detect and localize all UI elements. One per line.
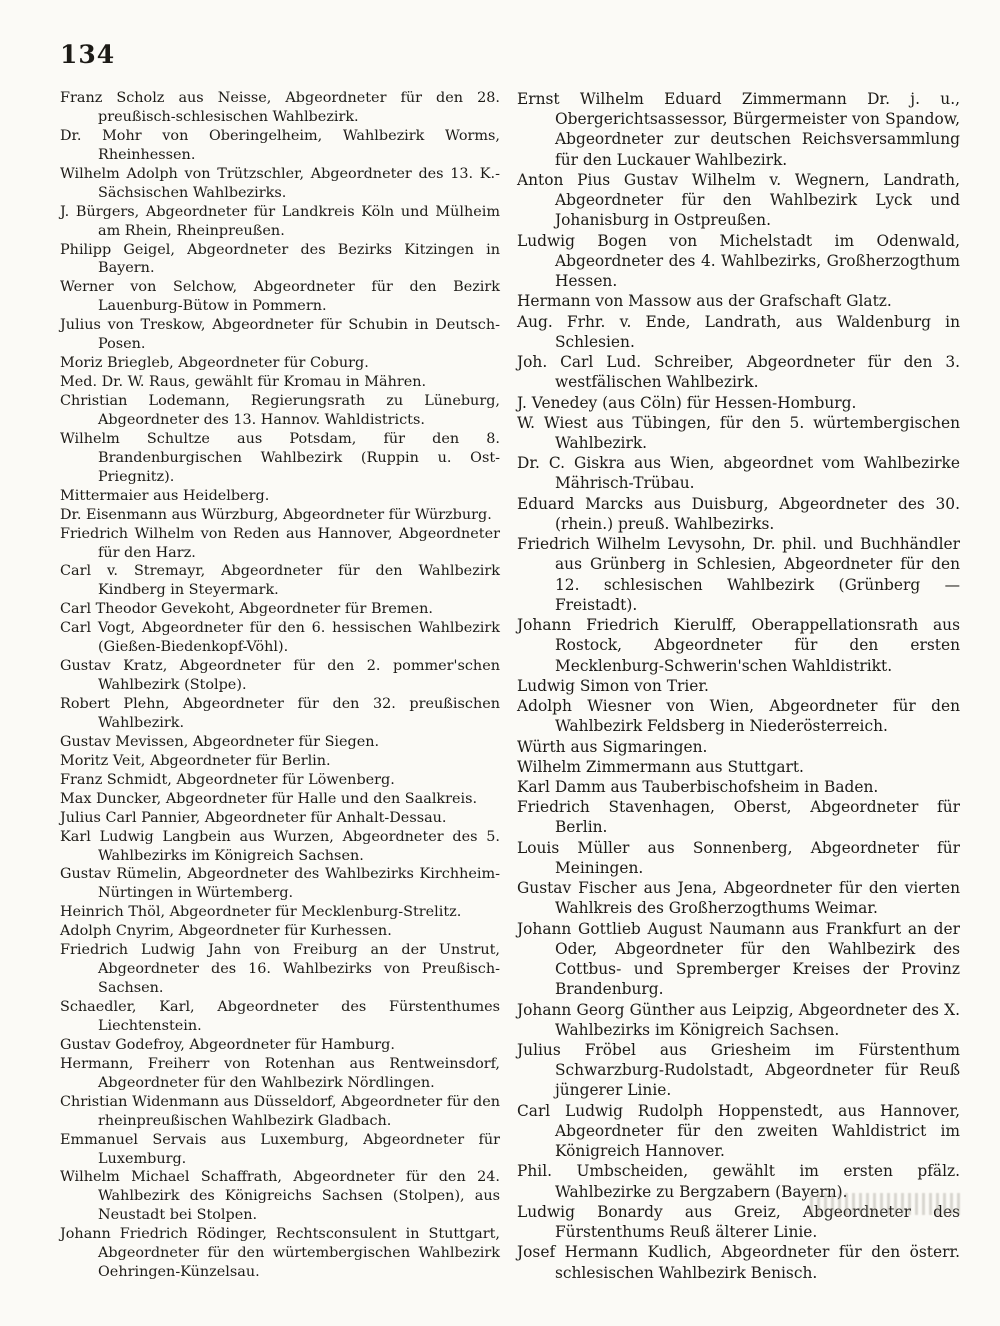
- left-column: [60, 89, 500, 1282]
- right-column: [517, 89, 960, 1283]
- deputy-entry: Heinrich Thöl, Abgeordneter für Mecklenburg-Strelitz.: [60, 904, 462, 921]
- deputy-entry: Franz Scholz aus Neisse, Abgeordneter für den 28. preußisch-schlesischen Wahlbezirk.: [60, 90, 500, 125]
- deputy-entry: Johann Gottlieb August Naumann aus Frankfurt an der Oder, Abgeordneter für den Wahlbezirk des Cottbus- und Spremberger Kreises der Provinz Brandenburg.: [517, 919, 960, 999]
- deputy-entry: Dr. Mohr von Oberingelheim, Wahlbezirk Worms, Rheinhessen.: [60, 127, 500, 163]
- deputy-entry: Christian Lodemann, Regierungsrath zu Lüneburg, Abgeordneter des 13. Hannov. Wahldistricts.: [60, 393, 500, 428]
- deputy-entry: Dr. Eisenmann aus Würzburg, Abgeordneter für Würzburg.: [60, 506, 492, 523]
- deputy-entry: Karl Damm aus Tauberbischofsheim in Baden.: [517, 777, 879, 796]
- deputy-entry: Johann Friedrich Kierulff, Oberappellationsrath aus Rostock, Abgeordneter für den ersten Mecklenburg-Schwerin'schen Wahldistrikt.: [517, 616, 960, 675]
- deputy-entry: Dr. C. Giskra aus Wien, abgeordnet vom Wahlbezirke Mährisch-Trübau.: [517, 454, 960, 493]
- deputy-entry: Robert Plehn, Abgeordneter für den 32. preußischen Wahlbezirk.: [60, 696, 500, 731]
- deputy-entry: Franz Schmidt, Abgeordneter für Löwenberg.: [60, 771, 395, 788]
- deputy-entry: Louis Müller aus Sonnenberg, Abgeordneter für Meiningen.: [517, 838, 960, 877]
- deputy-entry: Wilhelm Adolph von Trützschler, Abgeordneter des 13. K.-Sächsischen Wahlbezirks.: [60, 165, 500, 201]
- deputy-entry: Ernst Wilhelm Eduard Zimmermann Dr. j. u., Obergerichtsassessor, Bürgermeister von Spandow, Abgeordneter zur deutschen Reichsversammlung für den Luckauer Wahlbezirk.: [517, 90, 960, 169]
- deputy-entry: Mittermaier aus Heidelberg.: [60, 487, 270, 504]
- deputy-entry: Adolph Cnyrim, Abgeordneter für Kurhessen.: [60, 923, 392, 940]
- deputy-entry: Anton Pius Gustav Wilhelm v. Wegnern, Landrath, Abgeordneter für den Wahlbezirk Lyck und Johanisburg in Ostpreußen.: [517, 170, 960, 230]
- deputy-entry: Schaedler, Karl, Abgeordneter des Fürstenthumes Liechtenstein.: [60, 999, 500, 1034]
- deputy-entry: Julius von Treskow, Abgeordneter für Schubin in Deutsch-Posen.: [60, 317, 500, 353]
- deputy-entry: Hermann, Freiherr von Rotenhan aus Rentweinsdorf, Abgeordneter für den Wahlbezirk Nördlingen.: [60, 1055, 500, 1091]
- deputy-entry: Joh. Carl Lud. Schreiber, Abgeordneter für den 3. westfälischen Wahlbezirk.: [517, 353, 960, 392]
- deputy-entry: Julius Fröbel aus Griesheim im Fürstenthum Schwarzburg-Rudolstadt, Abgeordneter für Reuß jüngerer Linie.: [517, 1041, 960, 1100]
- deputy-entry: Werner von Selchow, Abgeordneter für den Bezirk Lauenburg-Bütow in Pommern.: [60, 279, 500, 315]
- deputy-entry: Med. Dr. W. Raus, gewählt für Kromau in Mähren.: [60, 374, 427, 391]
- deputy-entry: Aug. Frhr. v. Ende, Landrath, aus Waldenburg in Schlesien.: [517, 312, 960, 351]
- deputy-entry: Carl Ludwig Rudolph Hoppenstedt, aus Hannover, Abgeordneter für den zweiten Wahldistrict im Königreich Hannover.: [517, 1101, 960, 1161]
- deputy-entry: Gustav Fischer aus Jena, Abgeordneter für den vierten Wahlkreis des Großherzogthums Weimar.: [517, 879, 960, 918]
- deputy-entry: J. Venedey (aus Cöln) für Hessen-Homburg.: [517, 393, 857, 412]
- deputy-entry: Carl Vogt, Abgeordneter für den 6. hessischen Wahlbezirk (Gießen-Biedenkopf-Vöhl).: [60, 620, 500, 656]
- deputy-entry: Friedrich Wilhelm Levysohn, Dr. phil. und Buchhändler aus Grünberg in Schlesien, Abgeordneter für den 12. schlesischen Wahlbezirk (Grünberg — Freistadt).: [517, 535, 960, 614]
- deputy-entry: Eduard Marcks aus Duisburg, Abgeordneter des 30. (rhein.) preuß. Wahlbezirks.: [517, 494, 960, 533]
- deputy-entry: Christian Widenmann aus Düsseldorf, Abgeordneter für den rheinpreußischen Wahlbezirk Gladbach.: [60, 1093, 500, 1129]
- faded-footer-text: [810, 1193, 960, 1215]
- deputy-entry: Gustav Godefroy, Abgeordneter für Hamburg.: [60, 1036, 395, 1053]
- deputy-entry: Wilhelm Zimmermann aus Stuttgart.: [517, 757, 804, 776]
- deputy-entry: W. Wiest aus Tübingen, für den 5. würtembergischen Wahlbezirk.: [517, 413, 960, 452]
- deputy-entry: Friedrich Wilhelm von Reden aus Hannover, Abgeordneter für den Harz.: [60, 525, 500, 561]
- deputy-entry: Karl Ludwig Langbein aus Wurzen, Abgeordneter des 5. Wahlbezirks im Königreich Sachsen.: [60, 828, 500, 864]
- deputy-entry: J. Bürgers, Abgeordneter für Landkreis Köln und Mülheim am Rhein, Rheinpreußen.: [60, 203, 500, 239]
- deputy-entry: Gustav Kratz, Abgeordneter für den 2. pommer'schen Wahlbezirk (Stolpe).: [60, 658, 500, 694]
- deputy-entry: Ludwig Bogen von Michelstadt im Odenwald, Abgeordneter des 4. Wahlbezirks, Großherzogthum Hessen.: [517, 231, 960, 291]
- deputy-entry: Max Duncker, Abgeordneter für Halle und den Saalkreis.: [60, 790, 478, 807]
- deputy-entry: Hermann von Massow aus der Grafschaft Glatz.: [517, 292, 892, 311]
- deputy-entry: Gustav Mevissen, Abgeordneter für Siegen.: [60, 733, 380, 750]
- deputy-entry: Ludwig Simon von Trier.: [517, 676, 709, 695]
- deputy-entry: Josef Hermann Kudlich, Abgeordneter für den österr. schlesischen Wahlbezirk Benisch.: [517, 1243, 960, 1282]
- deputy-entry: Moritz Veit, Abgeordneter für Berlin.: [60, 752, 331, 769]
- deputy-entry: Ludwig Bonardy aus Greiz, Abgeordneter des Fürstenthums Reuß älterer Linie.: [517, 1202, 960, 1242]
- deputy-entry: Johann Friedrich Rödinger, Rechtsconsulent in Stuttgart, Abgeordneter für den würtembergischen Wahlbezirk Oehringen-Künzelsau.: [60, 1226, 500, 1281]
- deputy-entry: Würth aus Sigmaringen.: [517, 737, 708, 756]
- deputy-entry: Carl v. Stremayr, Abgeordneter für den Wahlbezirk Kindberg in Steyermark.: [60, 563, 500, 599]
- deputy-entry: Johann Georg Günther aus Leipzig, Abgeordneter des X. Wahlbezirks im Königreich Sachsen.: [517, 1000, 960, 1039]
- deputy-entry: Wilhelm Michael Schaffrath, Abgeordneter für den 24. Wahlbezirk des Königreichs Sachsen (Stolpen), aus Neustadt bei Stolpen.: [60, 1169, 500, 1224]
- deputy-entry: Phil. Umbscheiden, gewählt im ersten pfälz. Wahlbezirke zu Bergzabern (Bayern).: [517, 1162, 960, 1201]
- deputy-entry: Moriz Briegleb, Abgeordneter für Coburg.: [60, 355, 369, 372]
- deputy-entry: Wilhelm Schultze aus Potsdam, für den 8. Brandenburgischen Wahlbezirk (Ruppin u. Ost-Priegnitz).: [60, 430, 500, 485]
- deputy-entry: Emmanuel Servais aus Luxemburg, Abgeordneter für Luxemburg.: [60, 1131, 500, 1167]
- deputy-entry: Friedrich Stavenhagen, Oberst, Abgeordneter für Berlin.: [517, 798, 960, 837]
- deputy-entry: Gustav Rümelin, Abgeordneter des Wahlbezirks Kirchheim-Nürtingen in Würtemberg.: [60, 866, 500, 902]
- deputy-entry: Carl Theodor Gevekoht, Abgeordneter für Bremen.: [60, 601, 433, 618]
- deputy-entry: Julius Carl Pannier, Abgeordneter für Anhalt-Dessau.: [60, 809, 447, 826]
- deputy-entry: Philipp Geigel, Abgeordneter des Bezirks Kitzingen in Bayern.: [60, 241, 500, 277]
- page-number: 134: [60, 40, 116, 69]
- deputy-entry: Friedrich Ludwig Jahn von Freiburg an der Unstrut, Abgeordneter des 16. Wahlbezirks von Preußisch-Sachsen.: [60, 942, 500, 997]
- deputy-entry: Adolph Wiesner von Wien, Abgeordneter für den Wahlbezirk Feldsberg in Niederösterreich.: [517, 697, 960, 736]
